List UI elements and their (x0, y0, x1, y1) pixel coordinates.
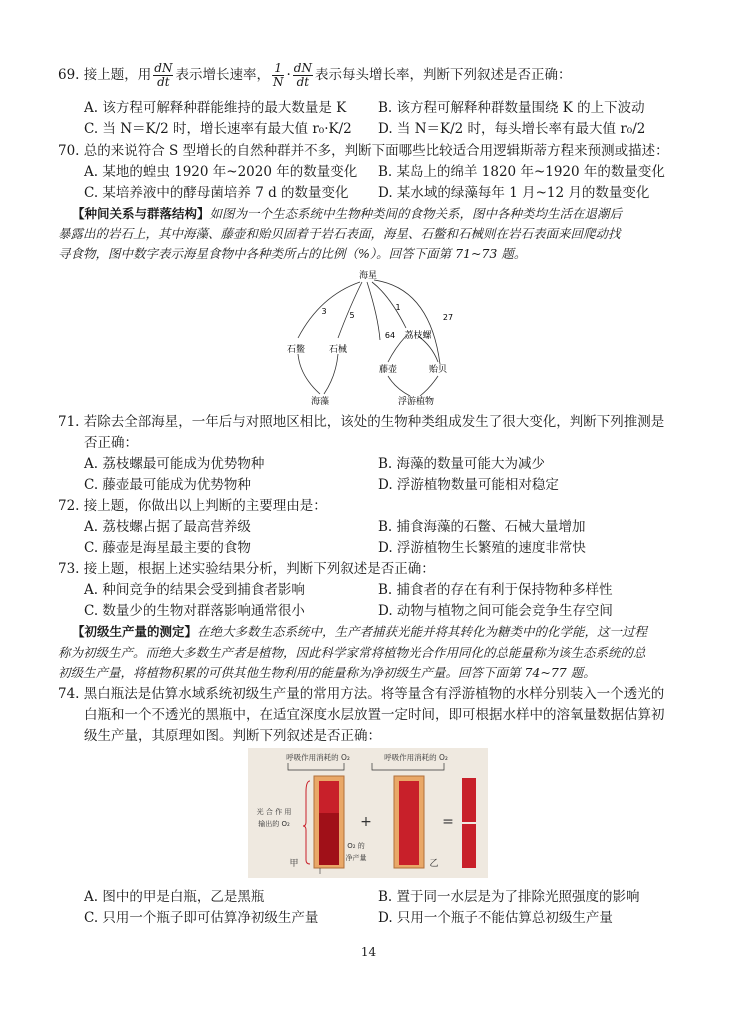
node-whelk: 荔枝螺 (404, 331, 432, 341)
q72-option-b: B. 捕食海藻的石鳖、石械大量增加 (378, 519, 586, 535)
label-jia: 甲 (289, 859, 299, 869)
q73-option-a: A. 种间竞争的结果会受到捕食者影响 (84, 582, 305, 598)
q70-option-a: A. 某地的蝗虫 1920 年~2020 年的数量变化 (84, 164, 358, 180)
q71-option-a: A. 荔枝螺最可能成为优势物种 (84, 456, 265, 472)
node-mussel: 贻贝 (428, 365, 448, 375)
label-whelk-pct: 1 (395, 303, 401, 312)
q74-option-c: C. 只用一个瓶子即可估算净初级生产量 (84, 910, 319, 926)
q70-option-c: C. 某培养液中的酵母菌培养 7 d 的数量变化 (84, 185, 349, 201)
label-yi: 乙 (429, 859, 439, 869)
fraction-dn-dt-2: $\frac{dN}{dt}$ (293, 61, 312, 89)
node-algae: 海藻 (310, 397, 330, 407)
jia-net-o2 (319, 813, 339, 865)
q71-option-c: C. 藤壶最可能成为优势物种 (84, 477, 251, 493)
q70-option-b: B. 某岛上的绵羊 1820 年~1920 年的数量变化 (378, 164, 665, 180)
resp-label-jia: 呼吸作用消耗的 O₂ (286, 753, 350, 762)
section2-intro-line-2: 称为初级生产。而绝大多数生产者是植物，因此科学家常将植物光合作用同化的总能量称为该生态系统的总 (58, 645, 646, 660)
question-74-cont-1: 白瓶和一个不透光的黑瓶中，在适宜深度水层放置一定时间，即可根据水样中的溶氧量数据估算初 (84, 707, 665, 723)
section-title: 【种间关系与群落结构】 (72, 206, 210, 221)
section-intro-line-2: 暴露出的岩石上，其中海藻、藤壶和贻贝固着于岩石表面，海星、石鳖和石械则在岩石表面来回爬动找 (58, 226, 621, 241)
question-72: 72. 接上题，你做出以上判断的主要理由是： (58, 498, 327, 514)
yi-resp-o2 (399, 781, 419, 865)
section-intro-production: 【初级生产量的测定】在绝大多数生态系统中，生产者捕获光能并将其转化为糖类中的化学能，这一过程 (72, 624, 648, 639)
node-barnacle: 藤壶 (378, 365, 398, 375)
jia-resp-o2 (319, 781, 339, 813)
q69-option-d: D. 当 N＝K/2 时，每头增长率有最大值 r₀/2 (378, 121, 646, 137)
question-73: 73. 接上题，根据上述实验结果分析，判断下列叙述是否正确： (58, 561, 435, 577)
plus-sign: + (360, 814, 372, 830)
result-resp-o2 (462, 778, 476, 822)
q74-option-d: D. 只用一个瓶子不能估算总初级生产量 (378, 910, 613, 926)
q73-option-d: D. 动物与植物之间可能会竞争生存空间 (378, 603, 613, 619)
result-total-o2 (462, 824, 476, 868)
black-white-bottle-diagram (248, 748, 488, 878)
section-intro-community: 【种间关系与群落结构】如图为一个生态系统中生物种类间的食物关系，图中各种类均生活在退潮后 (72, 206, 623, 221)
question-70: 70. 总的来说符合 S 型增长的自然种群并不多，判断下面哪些比较适合用逻辑斯蒂方程来预测或描述： (58, 143, 669, 159)
label-barnacle-pct: 64 (384, 331, 396, 340)
question-69: 69. 接上题，用 $\frac{dN}{dt}$ 表示增长速率， $\frac{1}{N}$ · $\frac{dN}{dt}$ 表示每头增长率，判断下列叙述是否正确： (58, 61, 572, 89)
q71-option-d: D. 浮游植物数量可能相对稳定 (378, 477, 559, 493)
label-limpet-pct: 5 (349, 311, 355, 320)
fraction-1-n: $\frac{1}{N}$ (272, 61, 284, 89)
question-71-cont: 否正确： (84, 435, 138, 451)
node-chiton: 石鳖 (286, 345, 306, 355)
question-74: 74. 黑白瓶法是估算水域系统初级生产量的常用方法。将等量含有浮游植物的水样分别装入一个透光的 (58, 686, 665, 702)
q72-option-d: D. 浮游植物生长繁殖的速度非常快 (378, 540, 586, 556)
section2-intro-line-3: 初级生产量，将植物积累的可供其他生物利用的能量称为净初级生产量。回答下面第 74~77 题。 (58, 665, 596, 680)
q72-option-c: C. 藤壶是海星最主要的食物 (84, 540, 251, 556)
q70-option-d: D. 某水域的绿藻每年 1 月~12 月的数量变化 (378, 185, 650, 201)
question-71: 71. 若除去全部海星，一年后与对照地区相比，该处的生物种类组成发生了很大变化，判断下列推测是 (58, 414, 665, 430)
q74-option-a: A. 图中的甲是白瓶，乙是黑瓶 (84, 889, 265, 905)
q69-option-b: B. 该方程可解释种群数量围绕 K 的上下波动 (378, 100, 645, 116)
photo-label-1: 光 合 作 用 (256, 808, 292, 816)
net-label-2: 净产量 (345, 854, 367, 862)
food-web-diagram (270, 266, 470, 410)
page-number: 14 (360, 945, 377, 959)
node-plankton: 浮游植物 (397, 397, 435, 407)
q74-option-b: B. 置于同一水层是为了排除光照强度的影响 (378, 889, 640, 905)
q72-option-a: A. 荔枝螺占据了最高营养级 (84, 519, 251, 535)
question-74-cont-2: 级生产量，其原理如图。判断下列叙述是否正确： (84, 728, 381, 744)
q73-option-b: B. 捕食者的存在有利于保持物种多样性 (378, 582, 613, 598)
label-mussel-pct: 27 (442, 313, 454, 322)
section-intro-line-3: 寻食物，图中数字表示海星食物中各种类所占的比例（%）。回答下面第 71~73 题。 (58, 246, 527, 261)
q69-option-c: C. 当 N＝K/2 时，增长速率有最大值 r₀·K/2 (84, 121, 352, 137)
q73-option-c: C. 数量少的生物对群落影响通常很小 (84, 603, 305, 619)
resp-label-yi: 呼吸作用消耗的 O₂ (384, 753, 448, 762)
node-starfish: 海星 (358, 271, 378, 281)
q69-option-a: A. 该方程可解释种群能维持的最大数量是 K (84, 100, 347, 116)
equals-sign: = (442, 814, 454, 830)
photo-label-2: 输出的 O₂ (258, 820, 290, 828)
fraction-dn-dt: $\frac{dN}{dt}$ (154, 61, 173, 89)
net-label-1: O₂ 的 (347, 842, 365, 850)
node-limpet: 石械 (328, 345, 348, 355)
section-title-2: 【初级生产量的测定】 (72, 624, 198, 639)
label-chiton-pct: 3 (321, 307, 327, 316)
q71-option-b: B. 海藻的数量可能大为减少 (378, 456, 546, 472)
